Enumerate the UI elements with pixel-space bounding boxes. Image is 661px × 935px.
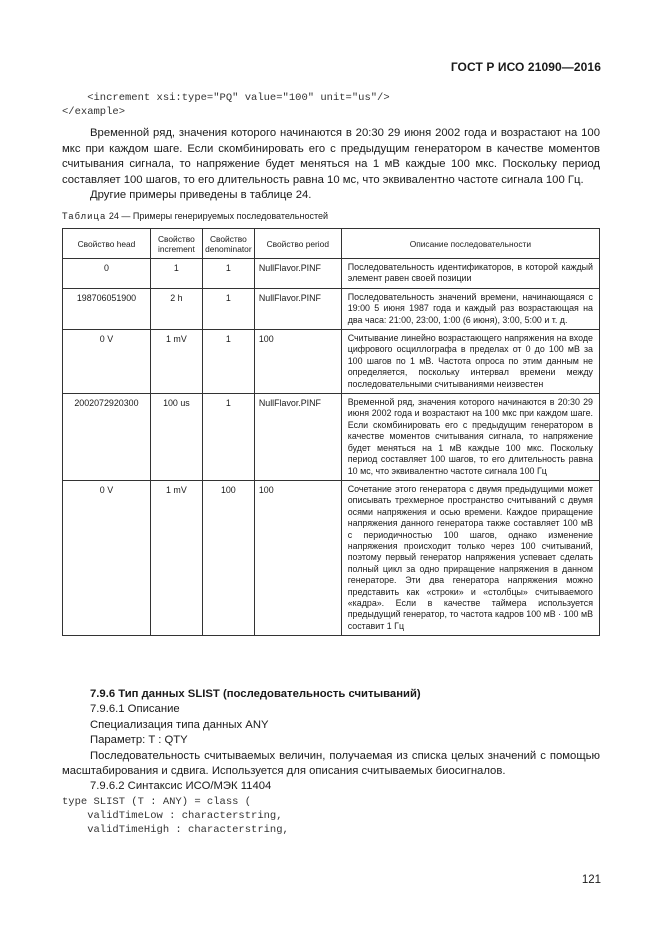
cell-increment: 1 mV [150,480,202,635]
cell-period: NullFlavor.PINF [254,394,341,481]
section-slist [62,687,600,795]
cell-description: Последовательность значений времени, начинающаяся с 19:00 5 июня 1987 года и каждый раз возрастающая на два часа: 21:00, 23:00, 1:00 (6 июня), 3:00, 5:00 и т. д. [341,288,599,329]
code-snippet-slist-type: type SLIST (T : ANY) = class ( validTimeLow : characterstring, validTimeHigh : characterstring, [62,796,289,836]
cell-period: 100 [254,480,341,635]
cell-head: 2002072920300 [63,394,151,481]
column-header-denominator: Свойство denominator [202,229,254,259]
cell-increment: 1 [150,259,202,289]
cell-head: 0 V [63,330,151,394]
cell-period: NullFlavor.PINF [254,259,341,289]
table-row [63,480,600,635]
table-row [63,330,600,394]
page-number: 121 [581,874,601,886]
cell-head: 198706051900 [63,288,151,329]
table-caption [62,211,328,221]
cell-period: 100 [254,330,341,394]
time-series-paragraph: Временной ряд, значения которого начинаются в 20:30 29 июня 2002 года и возрастают на 100 мкс при каждом шаге. Если скомбинировать его с предыдущим генератором в качестве моментов считывания сигнала, то напряжение будет меняться на 1 мВ каждые 100 мкс. Поскольку период составляет 100 шагов, то его длительность равна 10 мс, что эквивалентно частоте сигнала 100 Гц. [62,127,600,186]
subsection-syntax-title: 7.9.6.2 Синтаксис ИСО/МЭК 11404 [90,780,272,793]
cell-head: 0 [63,259,151,289]
column-header-description: Описание последовательности [341,229,599,259]
table-caption-text: 24 — Примеры генерируемых последовательностей [106,211,329,221]
generated-sequences-table [62,228,600,636]
cell-description: Последовательность идентификаторов, в которой каждый элемент равен своей позиции [341,259,599,289]
column-header-increment: Свойство increment [150,229,202,259]
description-paragraph: Последовательность считываемых величин, получаемая из списка целых значений с помощью масштабирования и сдвига. Используется для описания считываемых биосигналов. [62,749,600,778]
cell-increment: 1 mV [150,330,202,394]
document-id-header: ГОСТ Р ИСО 21090—2016 [450,60,601,74]
specialization-line: Специализация типа данных ANY [90,718,269,731]
table-reference-paragraph: Другие примеры приведены в таблице 24. [90,189,312,201]
cell-denominator: 100 [202,480,254,635]
table-row [63,394,600,481]
cell-head: 0 V [63,480,151,635]
cell-denominator: 1 [202,330,254,394]
cell-description: Временной ряд, значения которого начинаются в 20:30 29 июня 2002 года и возрастают на 100 мкс при каждом шаге. Если скомбинировать его с предыдущим генератором в качестве моментов считывания сигнала, то напряжение будет меняться на 1 мВ каждые 100 мкс. Поскольку период составляет 100 шагов, то его длительность равна 10 мс, что эквивалентно частоте сигнала 100 Гц [341,394,599,481]
section-title: 7.9.6 Тип данных SLIST (последовательность считываний) [90,688,421,700]
subsection-description-title: 7.9.6.1 Описание [90,703,180,716]
cell-description: Сочетание этого генератора с двумя предыдущими может описывать трехмерное пространство считываний с двумя осями напряжения и осью времени. Каждое приращение напряжения данного генератора также составляет 100 мВ с периодичностью 100 шагов, однако изменение напряжения происходит только через 100 считываний, поэтому первый генератор напряжения успевает сделать полный цикл за одно приращение напряжения в данном генераторе. Эти два генератора напряжения можно представить как «строки» и «столбцы» считываемого «кадра». Если в качестве таймера используется предыдущий генератор, то частота кадров 100 мВ · 100 мВ составит 1 Гц [341,480,599,635]
cell-increment: 2 h [150,288,202,329]
parameter-line: Параметр: T : QTY [90,734,188,747]
cell-denominator: 1 [202,394,254,481]
cell-description: Считывание линейно возрастающего напряжения на входе цифрового осциллографа в пределах от 0 до 100 мВ за 100 шагов по 1 мВ. Частота опроса по этим данным не определяется, поскольку интервал времени между последовательными считываниями неизвестен [341,330,599,394]
column-header-head: Свойство head [63,229,151,259]
table-header-row [63,229,600,259]
table-row [63,259,600,289]
column-header-period: Свойство period [254,229,341,259]
code-snippet-example-end: <increment xsi:type="PQ" value="100" unit="us"/> </example> [62,92,390,118]
table-caption-label: Таблица [62,211,107,221]
cell-increment: 100 us [150,394,202,481]
table-row [63,288,600,329]
cell-period: NullFlavor.PINF [254,288,341,329]
paragraph-block [62,126,600,204]
cell-denominator: 1 [202,288,254,329]
cell-denominator: 1 [202,259,254,289]
